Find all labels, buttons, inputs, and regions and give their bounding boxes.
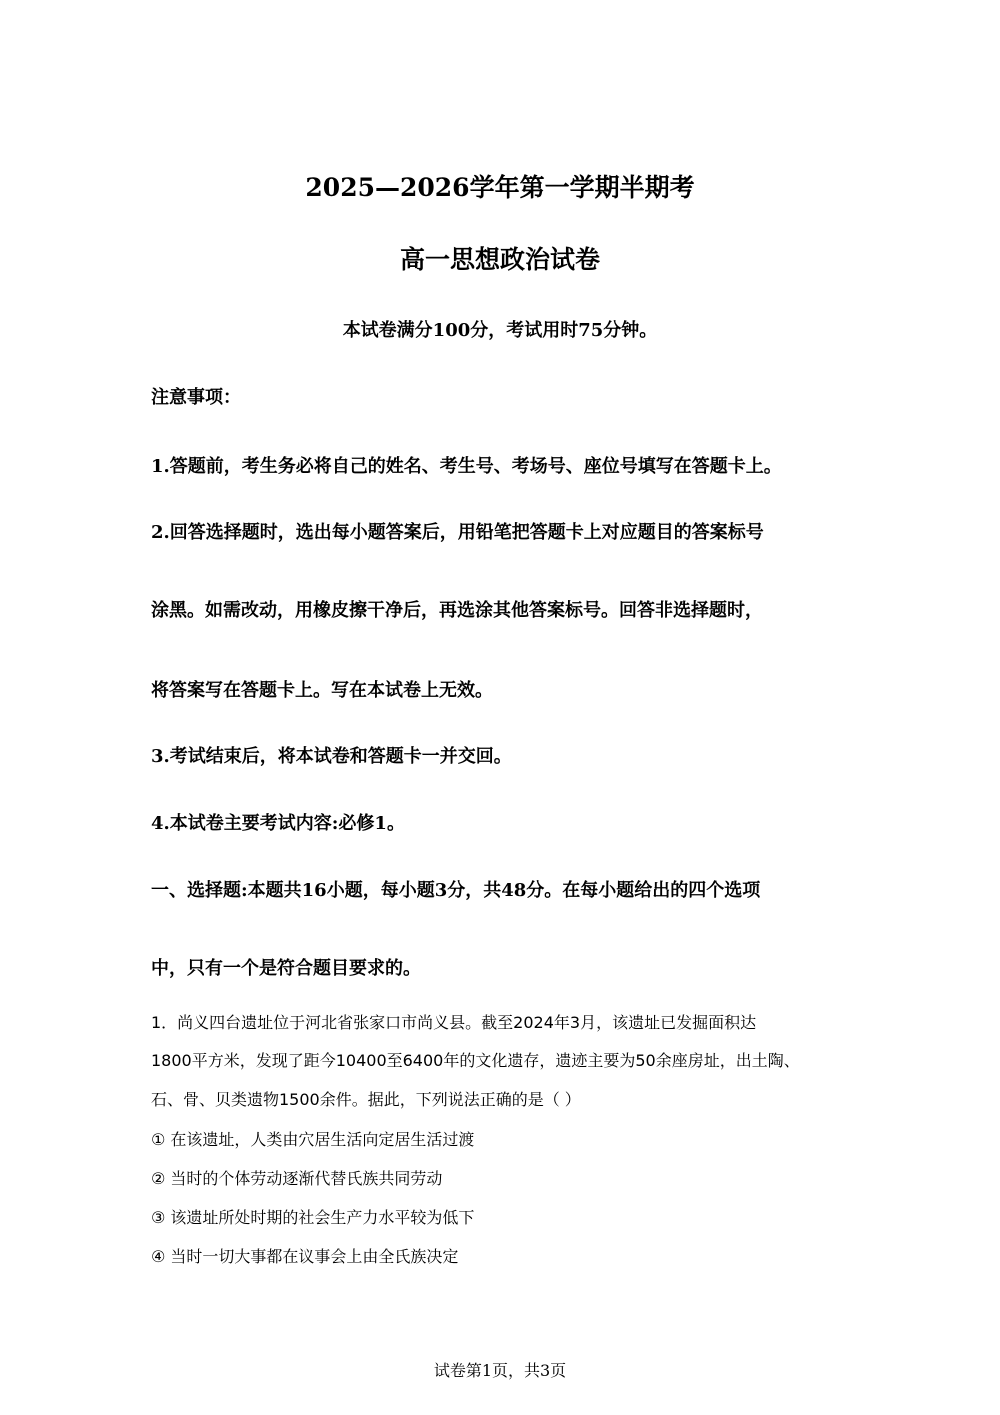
question-1-option-2: ② 当时的个体劳动逐渐代替氏族共同劳动 [151,1169,443,1188]
notice-heading: 注意事项： [151,387,241,408]
question-1-stem-line-3: 石、骨、贝类遗物1500余件。据此，下列说法正确的是（ ） [151,1090,581,1109]
question-1-option-3: ③ 该遗址所处时期的社会生产力水平较为低下 [151,1208,475,1227]
notice-item-2-line-3: 将答案写在答题卡上。写在本试卷上无效。 [151,680,493,701]
notice-item-2-line-1: 2.回答选择题时，选出每小题答案后，用铅笔把答题卡上对应题目的答案标号 [151,522,764,543]
question-1-option-1: ① 在该遗址，人类由穴居生活向定居生活过渡 [151,1130,475,1149]
notice-item-3: 3.考试结束后，将本试卷和答题卡一并交回。 [151,746,512,767]
exam-subject-title: 高一思想政治试卷 [399,245,600,274]
question-1-option-4: ④ 当时一切大事都在议事会上由全氏族决定 [151,1247,459,1266]
section-heading-line-1: 一、选择题:本题共16小题，每小题3分，共48分。在每小题给出的四个选项 [151,880,761,901]
question-1-stem-line-1: 1．尚义四台遗址位于河北省张家口市尚义县。截至2024年3月，该遗址已发掘面积达 [151,1013,757,1032]
exam-title: 2025—2026学年第一学期半期考 [305,173,695,202]
section-heading-line-2: 中，只有一个是符合题目要求的。 [151,958,421,979]
page-footer: 试卷第1页，共3页 [433,1361,567,1380]
exam-info: 本试卷满分100分，考试用时75分钟。 [342,320,658,341]
notice-item-1: 1.答题前，考生务必将自己的姓名、考生号、考场号、座位号填写在答题卡上。 [151,456,782,477]
question-1-stem-line-2: 1800平方米，发现了距今10400至6400年的文化遗存，遗迹主要为50余座房址，出土陶、 [151,1051,800,1070]
notice-item-4: 4.本试卷主要考试内容:必修1。 [151,813,405,834]
notice-item-2-line-2: 涂黑。如需改动，用橡皮擦干净后，再选涂其他答案标号。回答非选择题时， [151,600,763,621]
